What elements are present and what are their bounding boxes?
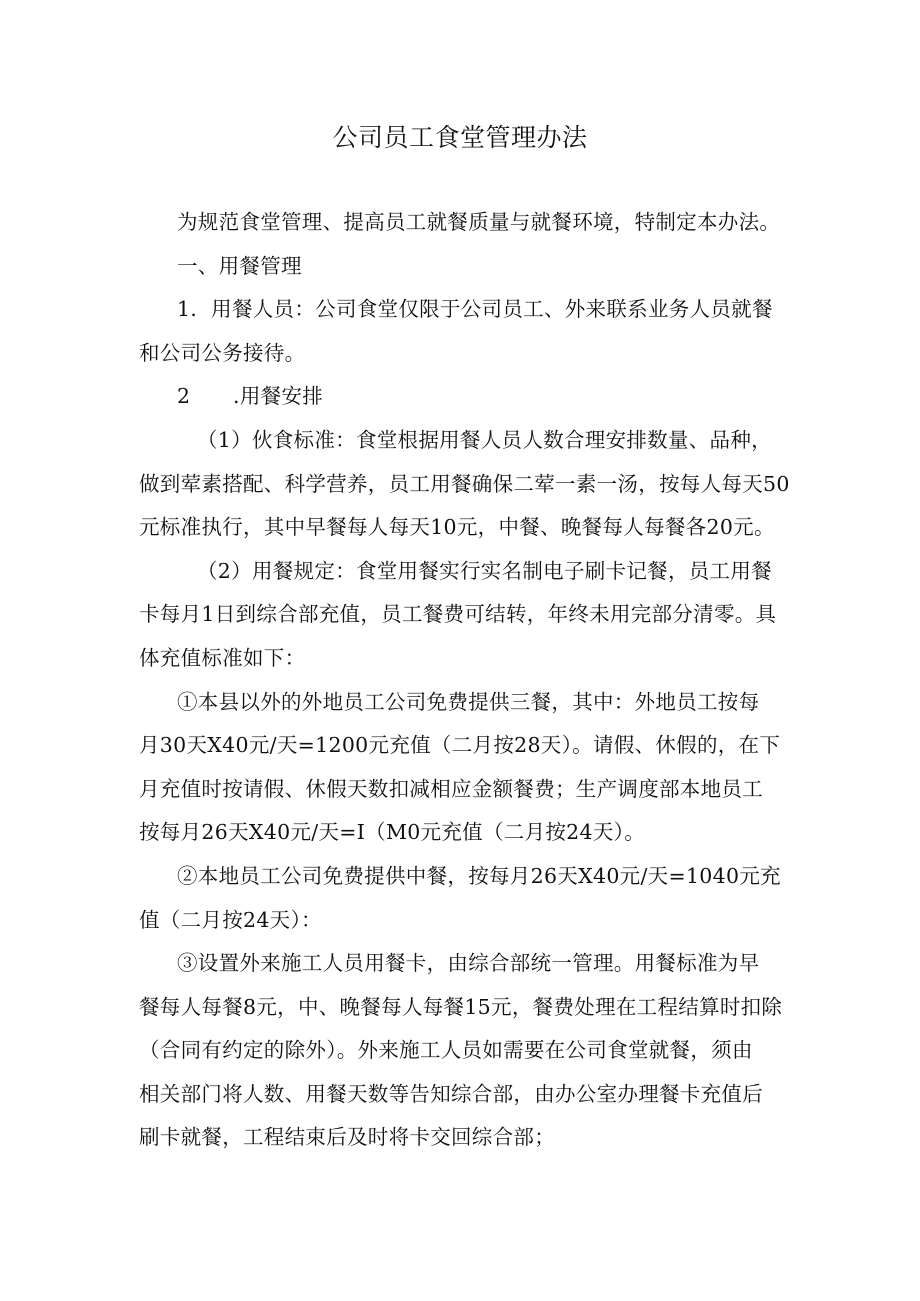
meal-rules-line-1: （2）用餐规定：食堂用餐实行实名制电子刷卡记餐，员工用餐: [197, 558, 772, 583]
rule-1-line-2: 月30天X40元/天=1200元充值（二月按28天）。请假、休假的，在下: [139, 733, 781, 758]
rule-3-line-5: 刷卡就餐，工程结束后及时将卡交回综合部；: [139, 1125, 555, 1150]
meal-rules-line-2: 卡每月1日到综合部充值，员工餐费可结转，年终未用完部分清零。具: [139, 602, 777, 627]
rule-1-line-4: 按每月26天X40元/天=I（M0元充值（二月按24天）。: [139, 820, 646, 845]
rule-1-line-1: ①本县以外的外地员工公司免费提供三餐，其中：外地员工按每: [177, 689, 760, 714]
rule-1-line-3: 月充值时按请假、休假天数扣减相应金额餐费；生产调度部本地员工: [139, 776, 763, 801]
section-heading-dining-management: 一、用餐管理: [177, 253, 302, 278]
meal-standard-line-2: 做到荤素搭配、科学营养，员工用餐确保二荤一素一汤，按每人每天50: [139, 471, 790, 496]
rule-3-line-1: ③设置外来施工人员用餐卡，由综合部统一管理。用餐标准为早: [177, 951, 760, 976]
meal-rules-line-3: 体充值标准如下：: [139, 645, 306, 670]
rule-3-line-3: （合同有约定的除外）。外来施工人员如需要在公司食堂就餐，须由: [139, 1038, 753, 1063]
intro-paragraph: 为规范食堂管理、提高员工就餐质量与就餐环境，特制定本办法。: [177, 210, 781, 234]
item-1-diners-line-2: 和公司公务接待。: [139, 340, 306, 365]
item-2-label: .用餐安排: [233, 384, 324, 409]
rule-2-line-2: 值（二月按24天）：: [139, 907, 322, 932]
document-body: [139, 201, 791, 1160]
item-2-heading: [139, 375, 791, 419]
rule-3-line-4: 相关部门将人数、用餐天数等告知综合部，由办公室办理餐卡充值后: [139, 1081, 763, 1106]
item-2-number: 2: [177, 384, 191, 409]
meal-standard-line-3: 元标准执行，其中早餐每人每天10元，中餐、晚餐每人每餐各20元。: [139, 515, 775, 540]
item-1-diners-line-1: 1．用餐人员：公司食堂仅限于公司员工、外来联系业务人员就餐: [177, 297, 773, 322]
rule-3-line-2: 餐每人每餐8元，中、晚餐每人每餐15元，餐费处理在工程结算时扣除: [139, 994, 783, 1019]
meal-standard-line-1: （1）伙食标准：食堂根据用餐人员人数合理安排数量、品种，: [197, 427, 772, 452]
rule-2-line-1: ②本地员工公司免费提供中餐，按每月26天X40元/天=1040元充: [177, 863, 781, 888]
document-title: 公司员工食堂管理办法: [332, 123, 588, 152]
